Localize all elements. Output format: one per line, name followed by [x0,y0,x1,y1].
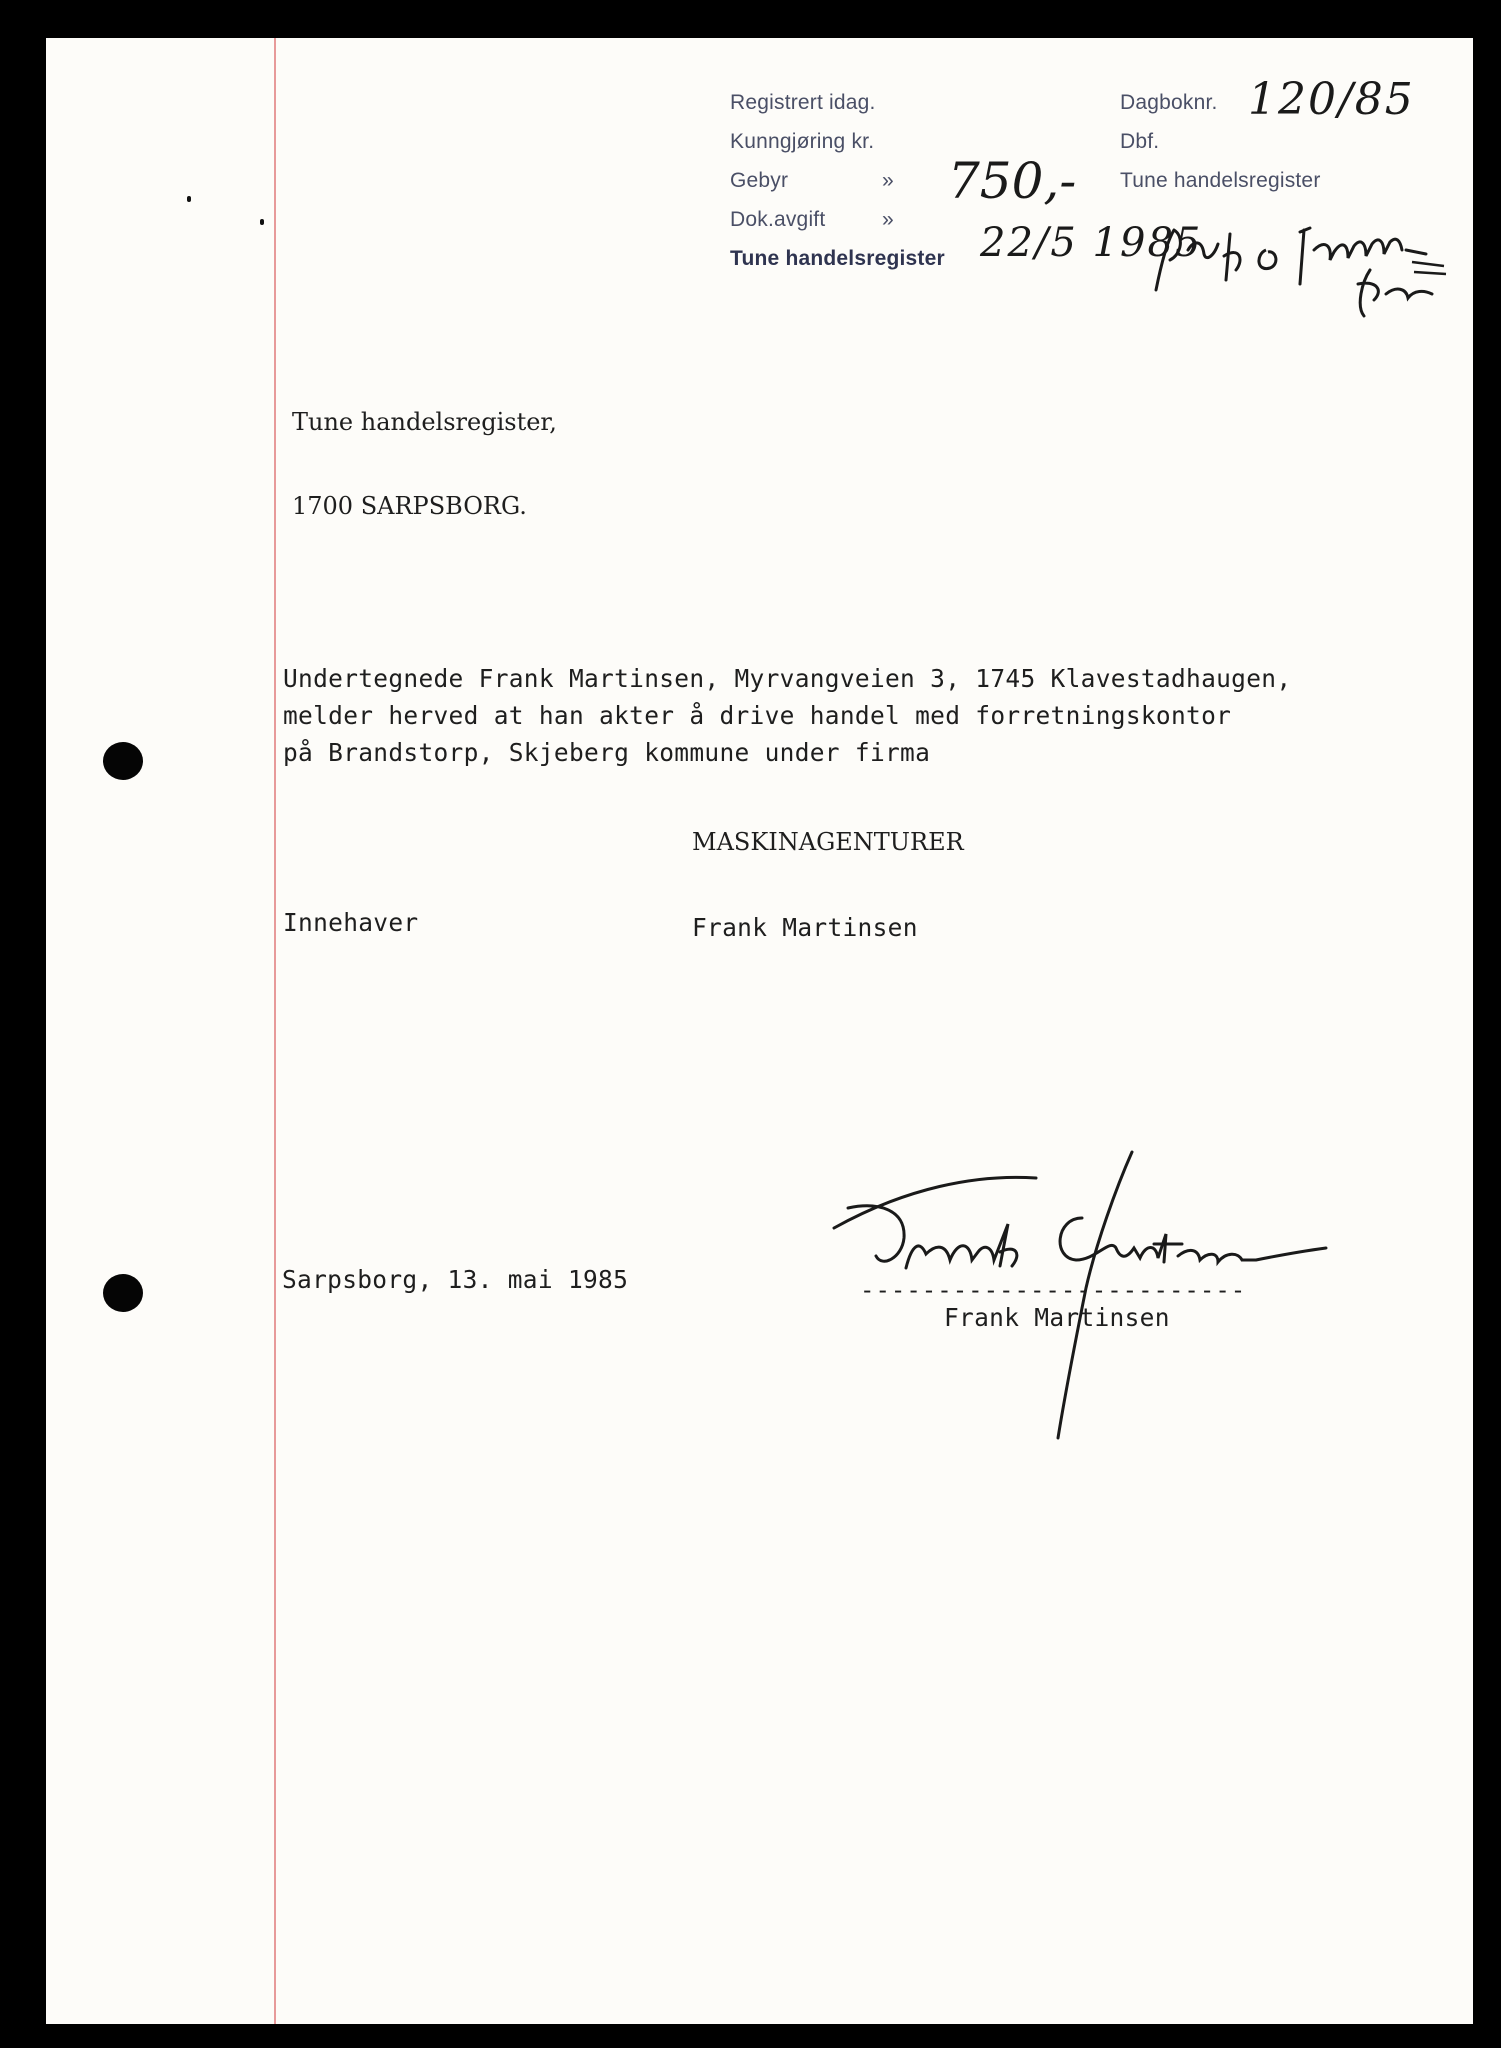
place-and-date: Sarpsborg, 13. mai 1985 [282,1265,629,1294]
stamp-registry-line: Tune handelsregister [730,247,945,270]
stamp-kunngjoring: Kunngjøring kr. [730,130,875,153]
stamp-dokavgift-mark: » [882,208,894,231]
addressee-city: 1700 SARPSBORG. [292,492,527,520]
handwritten-signature [786,1148,1346,1448]
handwritten-gebyr: 750,- [948,152,1077,210]
body-line-2: melder herved at han akter å drive handel med forretningskontor [283,701,1232,730]
signer-name: Frank Martinsen [944,1303,1170,1332]
owner-name: Frank Martinsen [692,913,918,942]
stamp-dokavgift-label: Dok.avgift [730,208,826,231]
owner-label: Innehaver [283,908,419,937]
stamp-registrert: Registrert idag. [730,91,876,114]
stamp-initials-signature [1144,210,1484,320]
stamp-gebyr-mark: » [882,169,894,192]
document-page [46,38,1473,2024]
punch-hole-upper [103,742,143,780]
stamp-gebyr [730,169,930,193]
stamp-gebyr-label: Gebyr [730,169,789,192]
addressee: Tune handelsregister, [292,408,557,436]
body-line-1: Undertegnede Frank Martinsen, Myrvangveien 3, 1745 Klavestadhaugen, [283,664,1292,693]
stamp-dokavgift [730,208,930,232]
handwritten-dagboknr: 120/85 [1248,74,1415,125]
margin-line [274,38,276,2024]
stamp-registry-right: Tune handelsregister [1120,169,1321,192]
signature-line: ------------------------- [860,1276,1247,1304]
ink-speck [187,196,191,202]
punch-hole-lower [103,1274,143,1312]
stamp-dagboknr-label: Dagboknr. [1120,91,1218,114]
firm-name: MASKINAGENTURER [692,828,964,856]
ink-speck [260,219,264,225]
body-line-3: på Brandstorp, Skjeberg kommune under firma [283,738,931,767]
stamp-dbf-label: Dbf. [1120,130,1160,153]
handwritten-date: 22/5 1985 [980,220,1203,266]
